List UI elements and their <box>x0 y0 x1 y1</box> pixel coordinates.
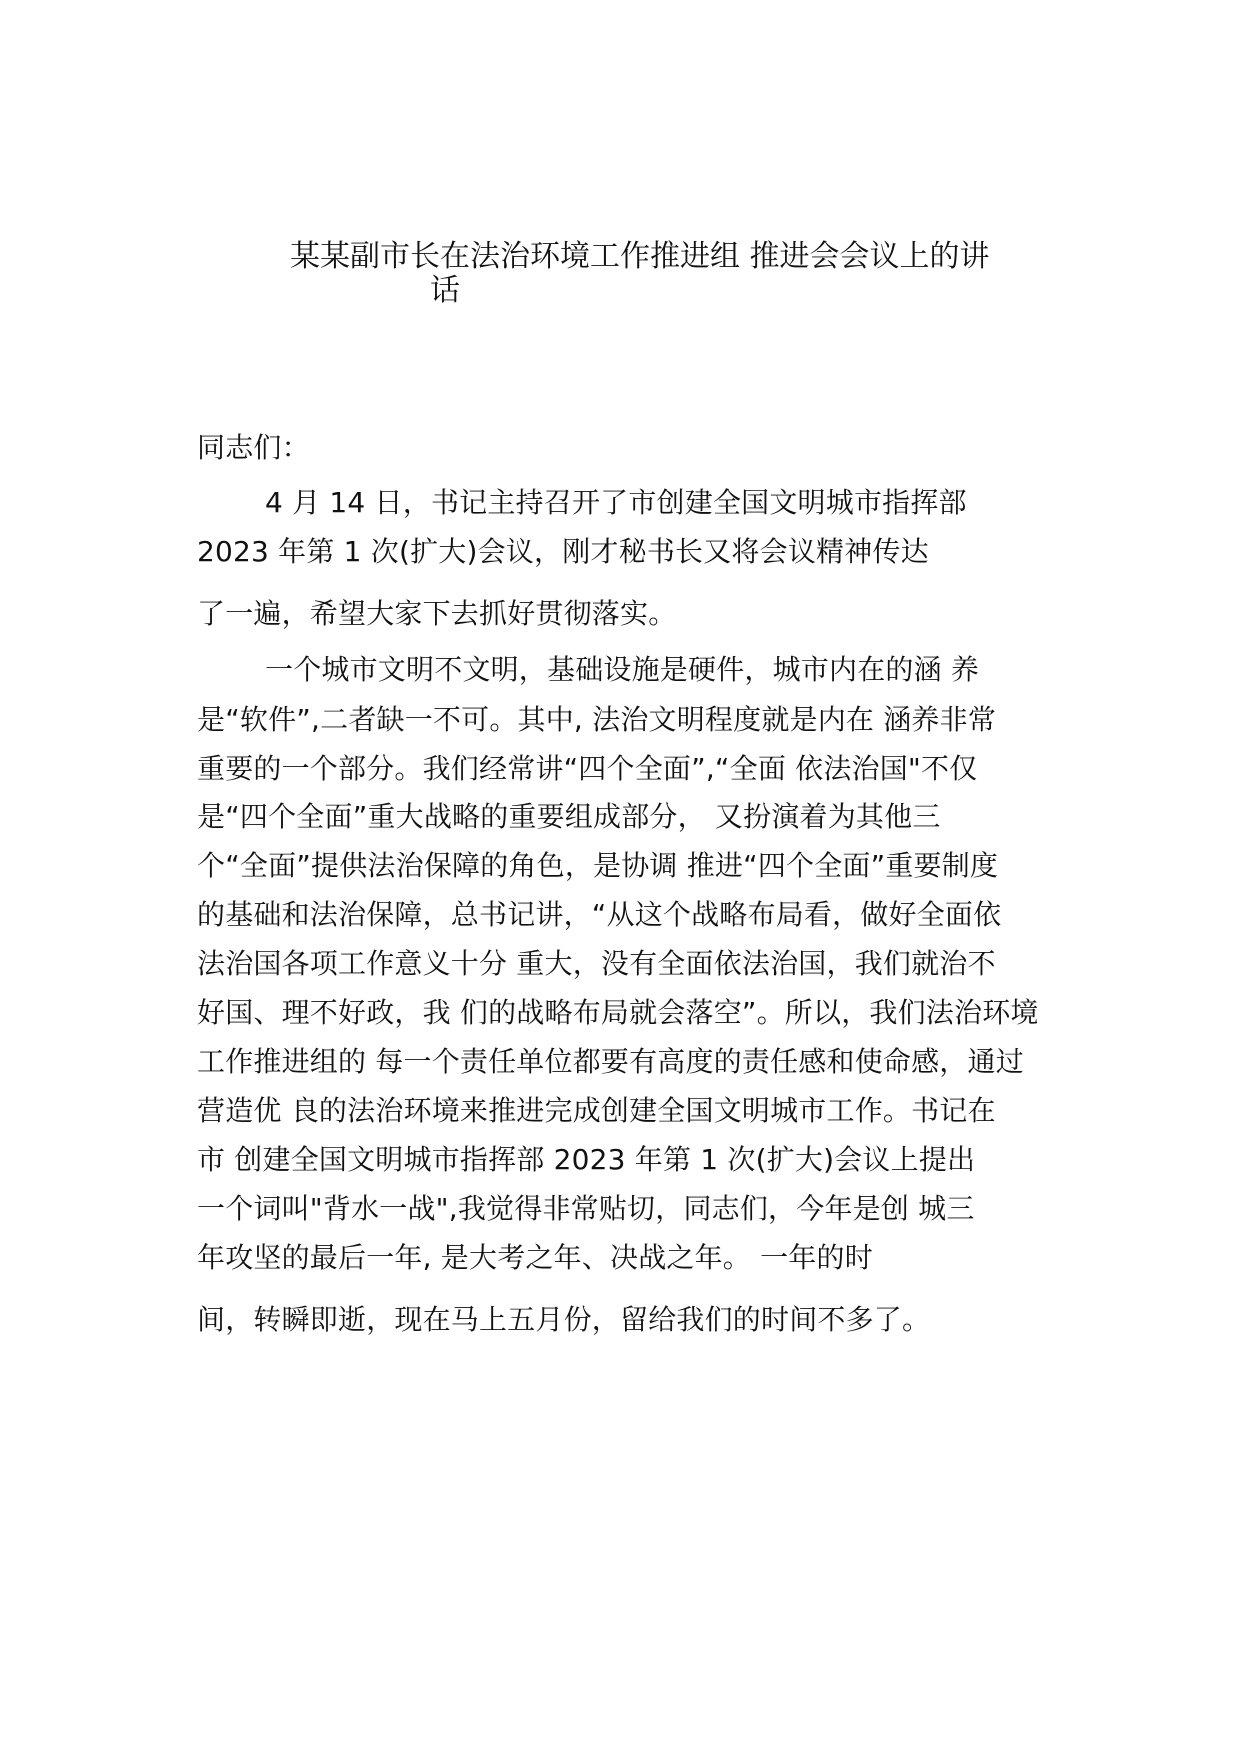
paragraph-2-line: 个“全面”提供法治保障的角色，是协调 推进“四个全面”重要制度 <box>197 849 999 882</box>
paragraph-2-line: 间，转瞬即逝，现在马上五月份，留给我们的时间不多了。 <box>197 1303 931 1336</box>
paragraph-2-line: 是“软件”,二者缺一不可。其中, 法治文明程度就是内在 涵养非常 <box>197 703 997 736</box>
paragraph-1-line: 4 月 14 日，书记主持召开了市创建全国文明城市指挥部 <box>265 486 967 519</box>
title-line-1: 某某副市长在法治环境工作推进组 推进会会议上的讲 <box>290 239 990 274</box>
paragraph-2-line: 年攻坚的最后一年, 是大考之年、决战之年。 一年的时 <box>197 1241 873 1274</box>
paragraph-2-line: 市 创建全国文明城市指挥部 2023 年第 1 次(扩大)会议上提出 <box>197 1143 976 1176</box>
paragraph-1-line: 了一遍，希望大家下去抓好贯彻落实。 <box>197 597 677 630</box>
paragraph-2-line: 一个城市文明不文明，基础设施是硬件，城市内在的涵 养 <box>265 653 980 686</box>
paragraph-2-line: 一个词叫"背水一战",我觉得非常贴切，同志们，今年是创 城三 <box>197 1192 975 1225</box>
paragraph-2-line: 是“四个全面”重大战略的重要组成部分， 又扮演着为其他三 <box>197 800 941 833</box>
paragraph-2-line: 工作推进组的 每一个责任单位都要有高度的责任感和使命感，通过 <box>197 1045 1024 1078</box>
paragraph-2-line: 重要的一个部分。我们经常讲“四个全面”,“全面 依法治国"不仅 <box>197 752 978 785</box>
paragraph-2-line: 的基础和法治保障，总书记讲，“从这个战略布局看，做好全面依 <box>197 898 1002 931</box>
salutation: 同志们： <box>197 431 310 464</box>
paragraph-2-line: 法治国各项工作意义十分 重大，没有全面依法治国，我们就治不 <box>197 947 996 980</box>
title-line-2: 话 <box>430 273 460 308</box>
paragraph-2-line: 营造优 良的法治环境来推进完成创建全国文明城市工作。书记在 <box>197 1094 996 1127</box>
paragraph-2-line: 好国、理不好政，我 们的战略布局就会落空”。所以，我们法治环境 <box>197 996 1039 1029</box>
paragraph-1-line: 2023 年第 1 次(扩大)会议，刚才秘书长又将会议精神传达 <box>197 535 929 568</box>
document-title <box>290 240 990 308</box>
